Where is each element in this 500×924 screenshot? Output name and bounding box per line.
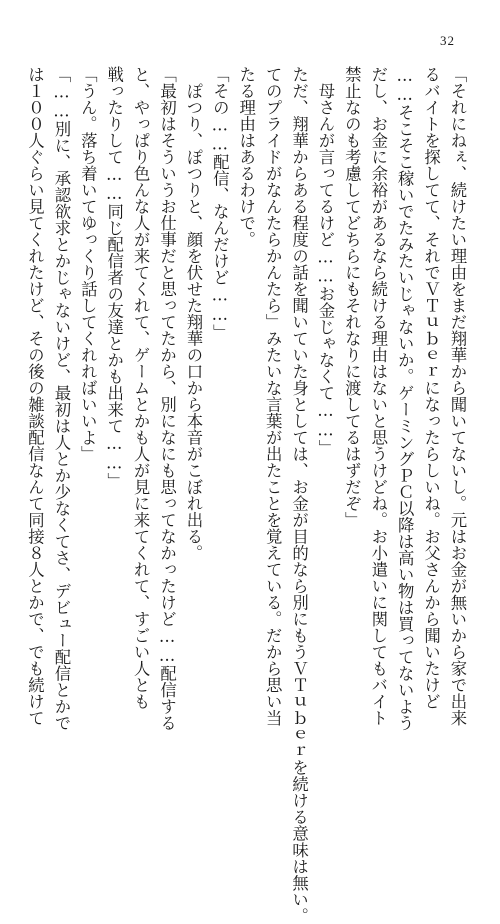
page-number: 32	[440, 33, 455, 48]
text-line: ……そこそこ稼いでたみたいじゃないか。ゲーミングＰＣ以降は高い物は買ってないよう	[395, 66, 415, 732]
text-line: 「……別に、承認欲求とかじゃないけど、最初は人とか少なくてさ、デビュー配信とかで	[51, 66, 71, 732]
text-line: は１００人ぐらい見てくれたけど、その後の雑談配信なんて同接８人とかで、でも続けて	[25, 66, 45, 726]
text-line: 「最初はそういうお仕事だと思ってたから、別になにも思ってなかったけど……配信する	[157, 66, 177, 732]
text-line: 母さんが言ってるけど……お金じゃなくて……」	[315, 66, 335, 456]
text-line: 「その……配信、なんだけど……」	[210, 66, 230, 341]
text-line: 「それにねぇ、続けたい理由をまだ翔華から聞いてないし。元はお金が無いから家で出来	[448, 66, 467, 726]
text-line: るバイトを探してて、それでＶＴｕｂｅｒになったらしいね。お父さんから聞いたけど	[421, 66, 441, 710]
text-line: てのプライドがなんたらかんたら」みたいな言葉が出たことを覚えている。だから思い当	[263, 66, 283, 726]
text-line: と、やっぱり色んな人が来てくれて、ゲームとかも人が見に来てくれて、すごい人とも	[131, 66, 151, 710]
text-line: 戦ったりして……同じ配信者の友達とかも出来て……」	[104, 66, 124, 489]
text-line: ぽつり、ぽつりと、顔を伏せた翔華の口から本音がこぼれ出る。	[183, 66, 203, 561]
text-line: だし、お金に余裕があるなら続ける理由はないと思うけどね。お小遣いに関してもバイト	[368, 66, 388, 726]
text-line: ただ、翔華からある程度の話を聞いていた身としては、お金が目的なら別にもうＶＴｕｂｅｒを続ける意味は無い。	[289, 66, 309, 924]
text-line: 禁止なのも考慮してどちらにもそれなりに渡してるはずだぞ」	[342, 66, 362, 528]
vertical-text-body	[21, 66, 470, 924]
text-line: たる理由はあるわけで。	[236, 66, 256, 248]
text-line: 「うん。落ち着いてゆっくり話してくれればいいよ」	[78, 66, 98, 462]
